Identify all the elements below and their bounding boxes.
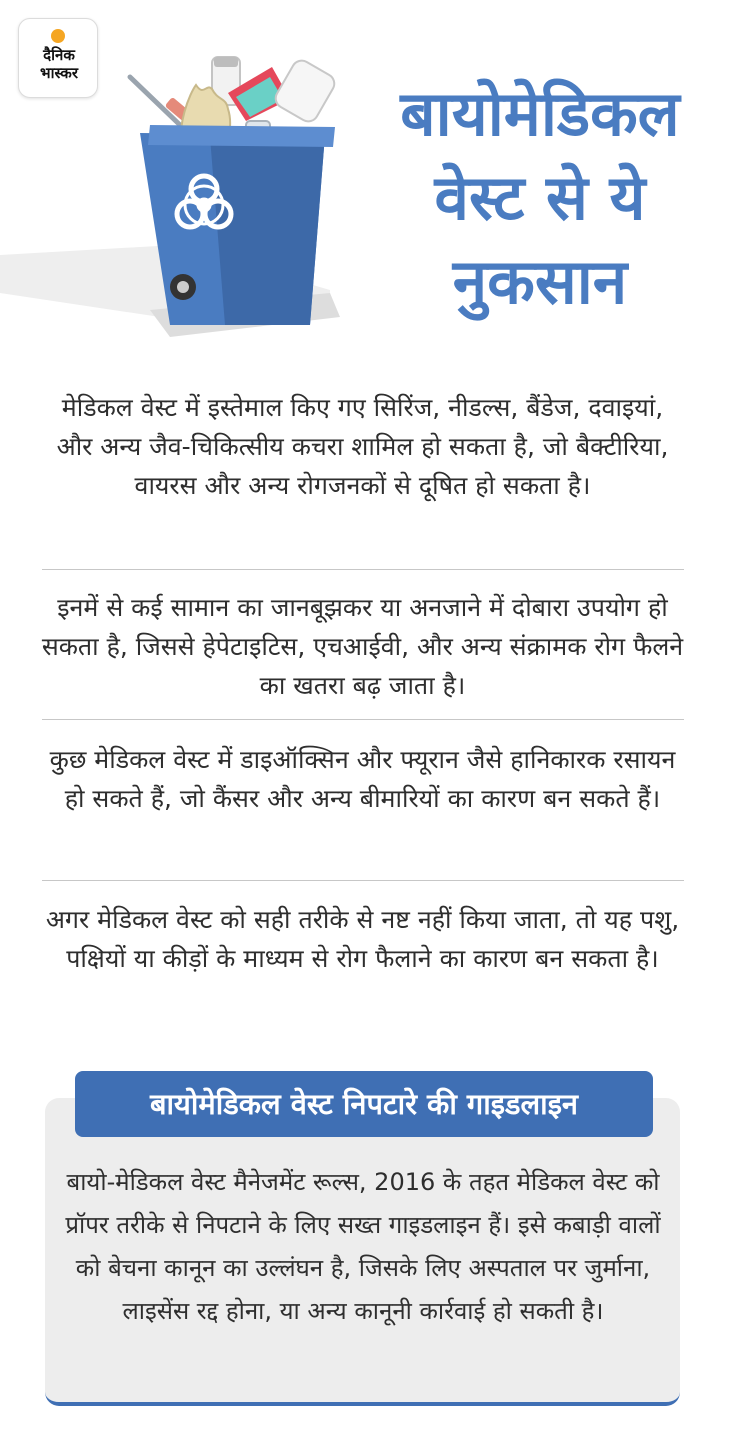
divider [42,569,684,570]
divider [42,719,684,720]
info-paragraph-1: मेडिकल वेस्ट में इस्तेमाल किए गए सिरिंज, नीडल्स, बैंडेज, दवाइयां, और अन्य जैव-चिकित्सीय कचरा शामिल हो सकता है, जो बैक्टीरिया, वायरस और अन्य रोगजनकों से दूषित हो सकता है। [56,393,669,500]
title-line2: वेस्ट से ये [434,161,646,234]
title-line3: नुकसान [452,245,628,318]
pill-bottle-icon [272,57,338,125]
info-paragraph-4: अगर मेडिकल वेस्ट को सही तरीके से नष्ट नहीं किया जाता, तो यह पशु, पक्षियों या कीड़ों के माध्यम से रोग फैलाने का कारण बन सकता है। [45,905,680,973]
waste-bin-illustration [0,55,360,355]
guideline-text: बायो-मेडिकल वेस्ट मैनेजमेंट रूल्स, 2016 के तहत मेडिकल वेस्ट को प्रॉपर तरीके से निपटाने के लिए सख्त गाइडलाइन हैं। इसे कबाड़ी वालों को बेचना कानून का उल्लंघन है, जिसके लिए अस्पताल पर जुर्माना, लाइसेंस रद्द होना, या अन्य कानूनी कार्रवाई हो सकती है। [65,1168,661,1325]
logo-text-line1: दैनिक [43,46,75,64]
divider [42,880,684,881]
logo-text-line2: भास्कर [40,64,78,82]
info-paragraph-2: इनमें से कई सामान का जानबूझकर या अनजाने में दोबारा उपयोग हो सकता है, जिससे हेपेटाइटिस, एचआईवी, और अन्य संक्रामक रोग फैलने का खतरा बढ़ जाता है। [41,593,684,700]
bin-rim [148,125,335,147]
sun-icon [51,29,65,43]
info-paragraph-3: कुछ मेडिकल वेस्ट में डाइऑक्सिन और फ्यूरान जैसे हानिकारक रसायन हो सकते हैं, जो कैंसर और अन्य बीमारियों का कारण बन सकते हैं। [49,745,676,813]
guideline-heading: बायोमेडिकल वेस्ट निपटारे की गाइडलाइन [75,1071,653,1137]
title-line1: बायोमेडिकल [400,77,680,150]
page-title [355,72,725,324]
